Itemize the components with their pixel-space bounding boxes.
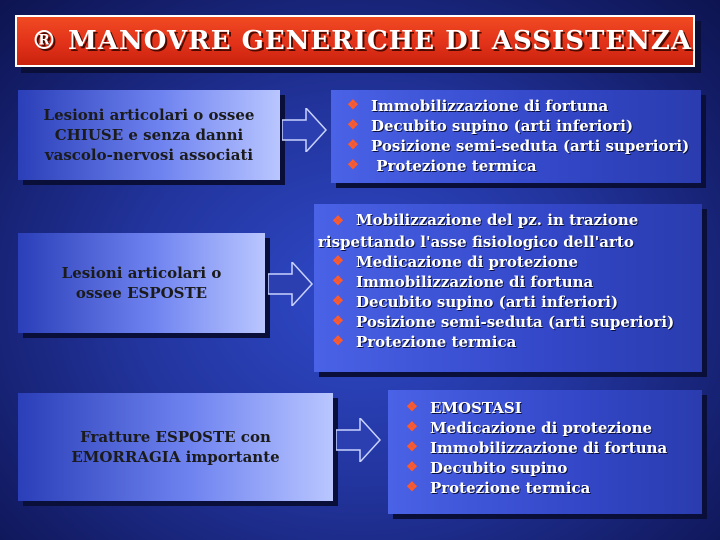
actions-box-exposed-fractures-hemorrhage: [388, 390, 702, 514]
diamond-bullet-icon: ❖: [332, 254, 344, 269]
condition-label-line: Fratture ESPOSTE con: [80, 428, 271, 446]
condition-label-line: ossee ESPOSTE: [75, 284, 208, 302]
list-item: [345, 156, 701, 176]
action-text: Immobilizzazione di fortuna: [430, 439, 668, 457]
condition-label-line: Lesioni articolari o: [61, 264, 222, 282]
list-item: [318, 210, 702, 232]
list-item: [330, 312, 702, 332]
list-item: [330, 292, 702, 312]
action-text: Decubito supino: [430, 459, 568, 477]
action-text-continuation: rispettando l'asse fisiologico dell'arto: [318, 233, 634, 251]
action-text: Immobilizzazione di fortuna: [371, 97, 609, 115]
actions-box-closed-lesions: [331, 90, 701, 183]
arrow-right-icon: [336, 418, 382, 462]
action-text: Mobilizzazione del pz. in trazione: [356, 211, 639, 229]
arrow-right-icon: [268, 262, 314, 306]
action-text: Medicazione di protezione: [356, 253, 579, 271]
action-text: Decubito supino (arti inferiori): [356, 293, 619, 311]
list-item: [404, 478, 702, 498]
diamond-bullet-icon: ❖: [406, 400, 418, 415]
condition-label-line: EMORRAGIA importante: [71, 448, 280, 466]
diamond-bullet-icon: ❖: [347, 118, 359, 133]
action-text: Protezione termica: [371, 157, 537, 175]
diamond-bullet-icon: ❖: [406, 460, 418, 475]
diamond-bullet-icon: ❖: [332, 214, 344, 229]
list-item: [345, 136, 701, 156]
list-item: [330, 332, 702, 352]
condition-box-exposed-fractures-hemorrhage: [18, 393, 333, 501]
action-text: Medicazione di protezione: [430, 419, 653, 437]
action-text: Protezione termica: [356, 333, 517, 351]
diamond-bullet-icon: ❖: [406, 440, 418, 455]
diamond-bullet-icon: ❖: [347, 158, 359, 173]
list-item: [345, 96, 701, 116]
diamond-bullet-icon: ❖: [332, 274, 344, 289]
condition-box-closed-lesions: [18, 90, 280, 180]
action-text: EMOSTASI: [430, 399, 522, 417]
diamond-bullet-icon: ❖: [332, 294, 344, 309]
diamond-bullet-icon: ❖: [406, 420, 418, 435]
condition-label-line: CHIUSE e senza danni: [54, 126, 244, 144]
list-item: [404, 418, 702, 438]
list-item: [330, 272, 702, 292]
condition-box-exposed-lesions: [18, 233, 265, 333]
diamond-bullet-icon: ❖: [347, 98, 359, 113]
action-text: Decubito supino (arti inferiori): [371, 117, 634, 135]
diamond-bullet-icon: ❖: [332, 314, 344, 329]
actions-box-exposed-lesions: [314, 204, 702, 372]
list-item: [404, 438, 702, 458]
page-title: ® MANOVRE GENERICHE DI ASSISTENZA: [31, 26, 693, 56]
action-text: Immobilizzazione di fortuna: [356, 273, 594, 291]
action-text: Posizione semi-seduta (arti superiori): [356, 313, 675, 331]
diamond-bullet-icon: ❖: [332, 334, 344, 349]
condition-label-line: Lesioni articolari o ossee: [43, 106, 255, 124]
title-banner: [15, 15, 695, 67]
diamond-bullet-icon: ❖: [347, 138, 359, 153]
list-item: [404, 458, 702, 478]
action-text: Posizione semi-seduta (arti superiori): [371, 137, 690, 155]
condition-label-line: vascolo-nervosi associati: [44, 146, 254, 164]
arrow-right-icon: [282, 108, 328, 152]
diamond-bullet-icon: ❖: [406, 480, 418, 495]
list-item: [345, 116, 701, 136]
action-text: Protezione termica: [430, 479, 591, 497]
list-item: [404, 398, 702, 418]
list-item: [330, 252, 702, 272]
